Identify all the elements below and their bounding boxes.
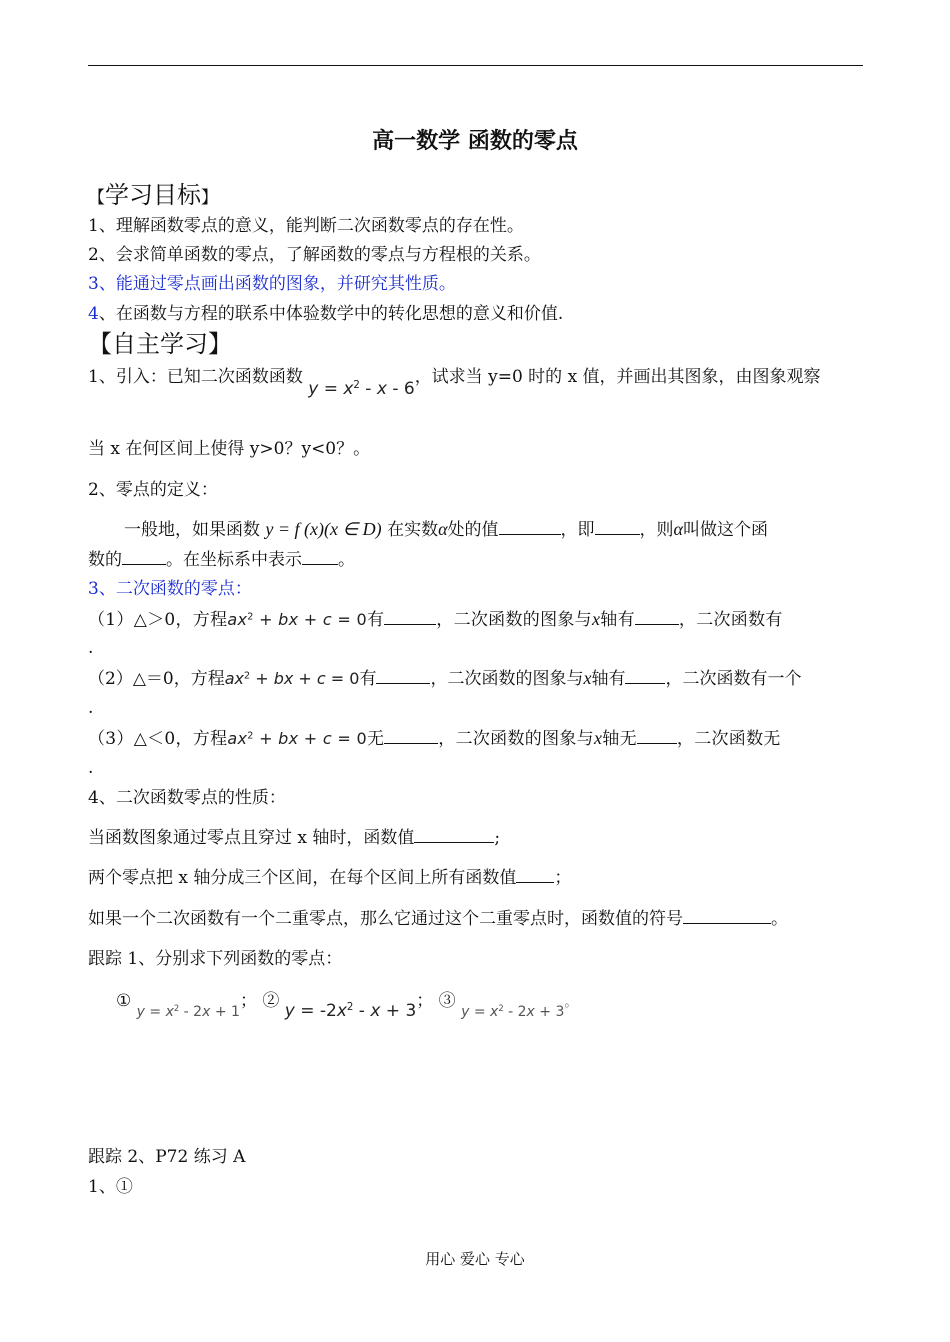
blank <box>414 842 494 843</box>
props-line-3: 如果一个二次函数有一个二重零点，那么它通过这个二重零点时，函数值的符号 。 <box>88 909 788 929</box>
intro-line: 1、引入：已知二次函数函数 $y = x^2 - x - 6$，试求当 y=0 时的 x 值，并画出其图象，由图象观察 <box>88 367 821 399</box>
alpha-symbol: α <box>438 519 448 539</box>
line-dot: . <box>88 638 94 658</box>
blank <box>384 624 436 625</box>
props-line-2: 两个零点把 x 轴分成三个区间，在每个区间上所有函数值 ； <box>88 868 572 888</box>
blank <box>376 683 430 684</box>
line-dot: . <box>88 758 94 778</box>
objective-1: 1、理解函数零点的意义，能判断二次函数零点的存在性。 <box>88 216 524 236</box>
track1-functions: ① $_{y = x^2 - 2x + 1}$； ② $y = -2x^2 - x + 3$； ③ $_{y = x^2 - 2x + 3}$。 <box>116 991 578 1021</box>
blank <box>516 882 554 883</box>
page-footer: 用心 爱心 专心 <box>425 1250 525 1268</box>
quadratic-equation: $ax^2$ + bx + c = 0 <box>224 669 360 688</box>
intro-question: 当 x 在何区间上使得 y>0？y<0？。 <box>88 439 371 459</box>
blank <box>637 743 677 744</box>
zeros-title: 3、二次函数的零点： <box>88 579 252 599</box>
props-line-1: 当函数图象通过零点且穿过 x 轴时，函数值 ; <box>88 828 501 848</box>
objective-3: 3、能通过零点画出函数的图象，并研究其性质。 <box>88 274 456 294</box>
track1-title: 跟踪 1、分别求下列函数的零点： <box>88 949 343 969</box>
definition-formula: y = f (x)(x ∈ D) <box>265 519 382 539</box>
function-3: y = x2 - 2x + 3 <box>461 1002 565 1020</box>
header-rule <box>88 65 863 66</box>
selfstudy-heading: 【自主学习】 <box>88 330 232 358</box>
objectives-heading: 【学习目标】 <box>88 181 218 209</box>
blank <box>122 564 166 565</box>
zeros-case-2: （2）△＝0，方程$ax^2$ + bx + c = 0有 ，二次函数的图象与x轴有 ，二次函数有一个 <box>88 668 802 689</box>
quadratic-equation: $ax^2$ + bx + c = 0 <box>227 729 367 748</box>
blank <box>302 564 338 565</box>
quadratic-equation: $ax^2$ + bx + c = 0 <box>227 610 367 629</box>
page-title: 高一数学 函数的零点 <box>372 129 578 154</box>
function-1: y = x2 - 2x + 1 <box>136 1002 240 1020</box>
objective-2: 2、会求简单函数的零点，了解函数的零点与方程根的关系。 <box>88 245 541 265</box>
blank <box>635 624 679 625</box>
blank <box>625 683 665 684</box>
zeros-case-3: （3）△＜0，方程$ax^2$ + bx + c = 0无 ，二次函数的图象与x轴无 ，二次函数无 <box>88 728 781 749</box>
definition-line-1: 一般地，如果函数 y = f (x)(x ∈ D) 在实数α处的值 ，即 ，则α叫做这个函 <box>124 519 768 540</box>
zeros-case-1: （1）△＞0，方程$ax^2$ + bx + c = 0有 ，二次函数的图象与x轴有 ，二次函数有 <box>88 609 783 630</box>
props-title: 4、二次函数零点的性质： <box>88 788 286 808</box>
blank <box>499 534 561 535</box>
definition-title: 2、零点的定义： <box>88 480 218 500</box>
blank <box>683 923 771 924</box>
blank <box>384 743 438 744</box>
line-dot: . <box>88 698 94 718</box>
intro-formula: $y = x^2 - x - 6$ <box>308 379 415 399</box>
definition-line-2: 数的 。在坐标系中表示 。 <box>88 550 355 570</box>
function-2: $y = -2x^2 - x + 3$ <box>284 1001 417 1021</box>
track2-item: 1、① <box>88 1177 133 1197</box>
objective-4: 4、在函数与方程的联系中体验数学中的转化思想的意义和价值. <box>88 304 564 324</box>
track2-title: 跟踪 2、P72 练习 A <box>88 1147 246 1167</box>
blank <box>595 534 640 535</box>
